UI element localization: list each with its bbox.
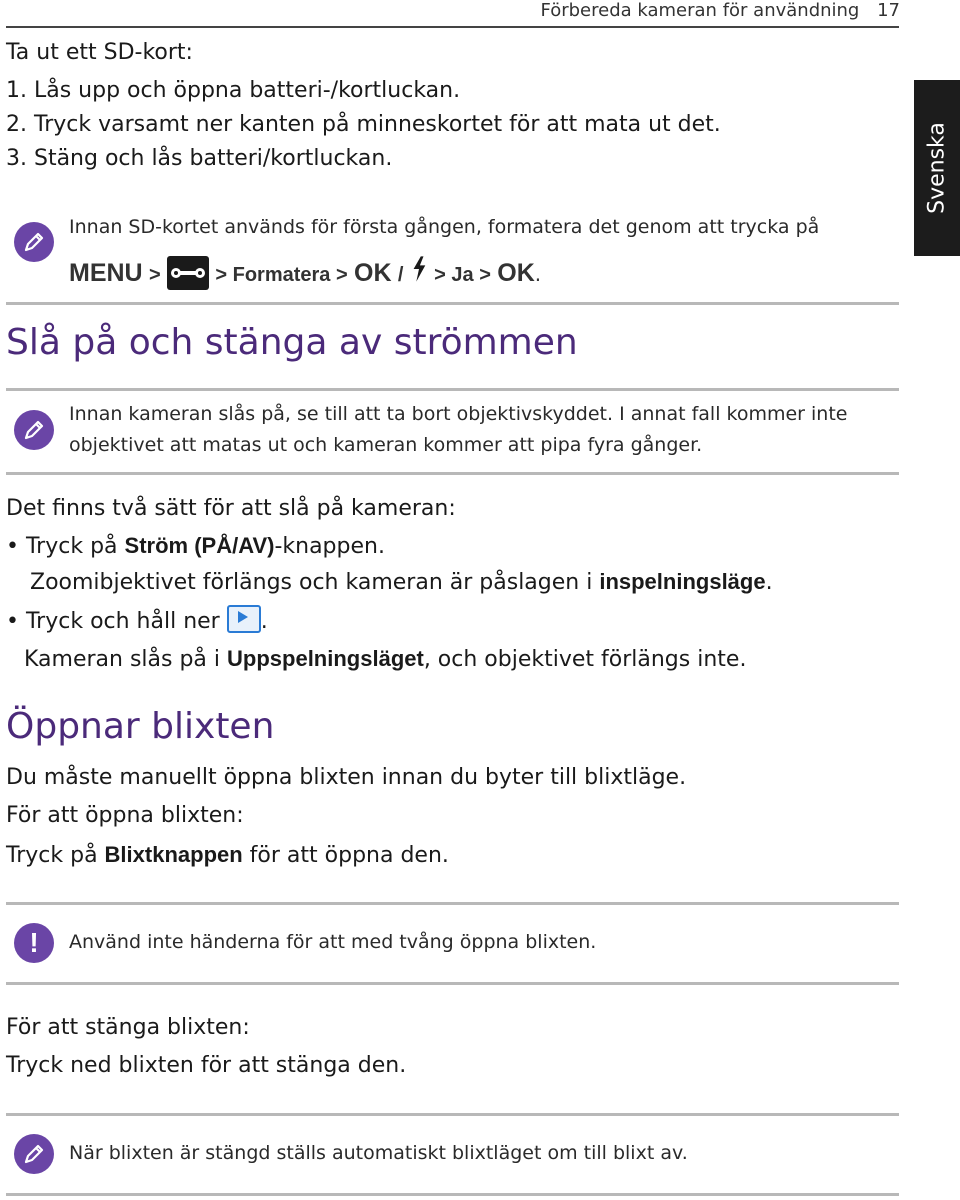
menu-key: MENU: [69, 259, 143, 287]
detail-text: , och objektivet förlängs inte.: [423, 647, 747, 672]
flash-line3-text: Tryck på: [6, 843, 105, 868]
flash-button-label: Blixtknappen: [104, 842, 243, 867]
detail-text: Kameran slås på i: [24, 647, 228, 672]
slash: /: [397, 264, 404, 286]
power-heading: Slå på och stänga av strömmen: [6, 322, 578, 363]
sd-removal-title: Ta ut ett SD-kort:: [6, 40, 193, 65]
flash-line1: Du måste manuellt öppna blixten innan du byter till blixtläge.: [6, 765, 687, 790]
language-tab-label: Svenska: [924, 122, 950, 214]
formatera-label: > Formatera >: [215, 264, 348, 286]
divider: [6, 982, 899, 985]
flash-line3: [6, 842, 449, 868]
flash-close-title: För att stänga blixten:: [6, 1015, 250, 1040]
pencil-icon: [14, 1134, 54, 1174]
format-note-sequence: [69, 258, 541, 293]
pencil-icon: [14, 222, 54, 262]
divider: [6, 472, 899, 475]
flash-heading: Öppnar blixten: [6, 706, 275, 747]
power-note-line2: objektivet att matas ut och kameran kommer att pipa fyra gånger.: [69, 434, 703, 456]
divider: [6, 1193, 899, 1196]
ok-key-2: OK: [497, 259, 535, 287]
separator: >: [148, 264, 161, 286]
flash-line2: För att öppna blixten:: [6, 803, 244, 828]
sd-step-3: 3. Stäng och lås batteri/kortluckan.: [6, 146, 393, 171]
divider: [6, 902, 899, 905]
playback-mode-label: Uppspelningsläget: [227, 646, 424, 671]
sd-step-2: 2. Tryck varsamt ner kanten på minneskortet för att mata ut det.: [6, 112, 721, 137]
language-tab: [914, 80, 960, 256]
flash-close-text: Tryck ned blixten för att stänga den.: [6, 1053, 407, 1078]
bullet-text: • Tryck på: [6, 534, 125, 559]
flash-icon: [410, 254, 428, 289]
period: .: [534, 262, 542, 286]
power-intro: Det finns två sätt för att slå på kameran:: [6, 496, 456, 521]
power-bullet-1-detail: [30, 569, 773, 595]
pencil-icon: [14, 410, 54, 450]
wrench-icon: [167, 256, 209, 290]
bullet-text: .: [260, 609, 268, 634]
sd-step-1: 1. Lås upp och öppna batteri-/kortluckan.: [6, 78, 461, 103]
power-bullet-1: [6, 533, 385, 559]
divider: [6, 1113, 899, 1116]
ok-key-1: OK: [354, 259, 392, 287]
header-rule: [6, 26, 899, 28]
header-section-title: Förbereda kameran för användning: [540, 0, 860, 21]
bullet-text: -knappen.: [274, 534, 385, 559]
detail-text: Zoomibjektivet förlängs och kameran är påslagen i: [30, 570, 600, 595]
divider: [6, 302, 899, 305]
ja-label: > Ja >: [434, 264, 491, 286]
exclamation-icon: !: [14, 923, 54, 963]
playback-icon: [227, 605, 261, 633]
detail-text: .: [765, 570, 773, 595]
flash-final-note: När blixten är stängd ställs automatiskt blixtläget om till blixt av.: [69, 1142, 688, 1164]
divider: [6, 388, 899, 391]
record-mode-label: inspelningsläge: [599, 569, 766, 594]
power-bullet-2-detail: [24, 646, 746, 672]
bullet-text: • Tryck och håll ner: [6, 609, 220, 634]
running-header: [541, 0, 901, 21]
flash-warning: Använd inte händerna för att med tvång öppna blixten.: [69, 931, 597, 953]
page-number: 17: [877, 0, 900, 21]
format-note-line1: Innan SD-kortet används för första gången, formatera det genom att trycka på: [69, 216, 820, 238]
flash-line3-text: för att öppna den.: [242, 843, 449, 868]
power-button-label: Ström (PÅ/AV): [124, 533, 275, 558]
power-note-line1: Innan kameran slås på, se till att ta bort objektivskyddet. I annat fall kommer inte: [69, 403, 848, 425]
power-bullet-2: [6, 608, 268, 636]
